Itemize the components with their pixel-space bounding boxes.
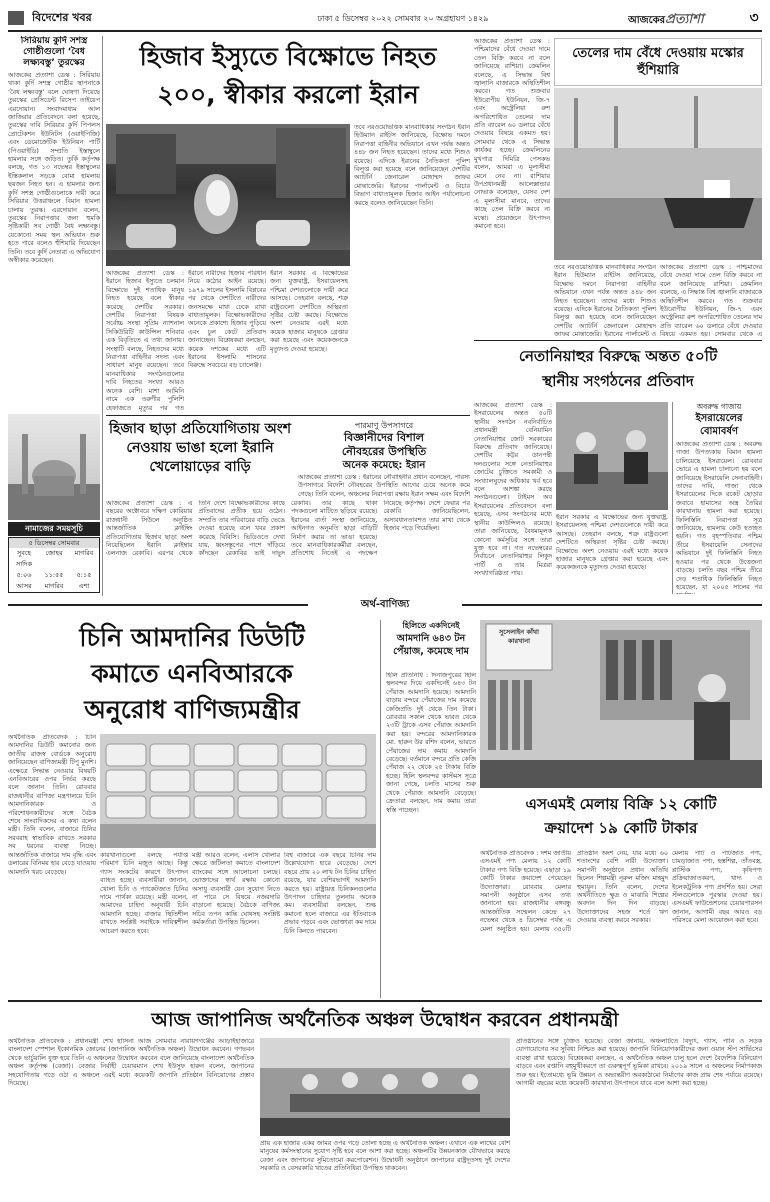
conference-scene [260,1038,510,1136]
sme-headline [480,792,762,846]
iran-body-col2: ইরানে নারীদের হিজাব পরিধান নিয়ে কঠোর আইন রয়েছে। ১৯৭৯ সালের ইসলামি বিপ্লবের পর থেকে দেশটিতে নারীদের জনসমক্ষে মাথা ঢেকে রাখা বাধ্যতামূলক। বিক্ষোভকারীদের অনেকে প্রকাশ্যে হিজাব পুড়িয়ে এবং চুল কেটে প্রতিবাদ জানাচ্ছেন। বিশ্লেষকরা বলছেন, কয়েক দশকের মধ্যে এটি ইরানের ইসলামি শাসনের বিরুদ্ধে সবচেয়ে বড় চ্যালেঞ্জ। [188,270,266,370]
iran-divider [106,415,470,416]
prayer-cell: ১১:৫৫ [44,571,64,579]
iran-protest-photo [106,124,350,266]
sme-headline-line2: ক্রয়াদেশ ১৯ কোটি টাকার [544,819,698,837]
sme-fair-photo [480,620,762,788]
parmanu-headline-1: বিজ্ঞানীদের বিশাল [344,431,424,444]
prayer-cell [9,592,39,593]
sugar-body-col3: মন্ত্রী আরও বলেন, এলসি খোলার ক্ষেত্রে জটিলতা কমাতে বাংলাদেশ ব্যাংকের সঙ্গে আলোচনা চলছে। ভোক্তাদের স্বার্থ রক্ষায় কোনো অসাধু ব্যবসায়ী যেন সুযোগ নিতে না পারে সে বিষয়ে নজরদারি বাড়ানো হয়েছে। বৈঠকে বাণিজ্য সচিব তপন কান্তি ঘোষসহ সংশ্লিষ্ট কর্মকর্তারা উপস্থিত ছিলেন। [192,852,280,927]
iran-body-col1: আজকের প্রত্যাশা ডেস্ক : ইরানে হিজাব ইস্যুতে চলমান বিক্ষোভে দুই শতাধিক মানুষ নিহত হয়েছে বলে স্বীকার করেছে দেশটির সরকার। দেশটির নিরাপত্তা বিষয়ক সর্বোচ্চ সংস্থা সুপ্রিম ন্যাশনাল সিকিউরিটি কাউন্সিল শনিবার এক বিবৃতিতে এ তথ্য জানায়। সংস্থাটি বলছে, নিহতদের মধ্যে নিরাপত্তা বাহিনীর সদস্য এবং সাধারণ মানুষ রয়েছেন। তবে মানবাধিকার সংগঠনগুলোর দাবি নিহতের সংখ্যা আরও অনেক বেশি। মাশা আমিনি নামে এক তরুণীর পুলিশি হেফাজতে মৃত্যুর পর গত [106,270,184,412]
brand-logo [628,8,740,28]
sugar-body-col1: অর্থনৈতিক প্রতিবেদক : চিনি আমদানির ডিউটি কমানোর জন্য জাতীয় রাজস্ব বোর্ডকে অনুরোধ জানিয়েছেন বাণিজ্যমন্ত্রী টিপু মুনশি। এক্ষেত্রে সিদ্ধান্ত নেওয়ার বিষয়টি এনবিআরের ওপর নির্ভর করছে বলে জানান তিনি। রোববার রাজধানীর বাণিজ্য মন্ত্রণালয়ে চিনি আমদানিকারক ও পরিশোধনকারীদের সঙ্গে বৈঠক শেষে সাংবাদিকদের এ কথা বলেন মন্ত্রী। তিনি বলেন, বাজারে চিনির সরবরাহ স্বাভাবিক রাখতে সরকার সব ধরনের ব্যবস্থা নিচ্ছে। আন্তর্জাতিক বাজারে দাম বৃদ্ধি এবং ডলারের বিনিময় হার বেড়ে যাওয়ায় আমদানি খরচ বেড়েছে। [8,734,96,876]
syria-headline: সিরিয়ায় কুর্দি সশস্ত্র গোষ্ঠীগুলো ‘বৈধ লক্ষ্যবস্তু’ তুরস্কের [20,36,88,68]
mosque-photo [8,414,100,520]
netanyahu-body-col1: আজকের প্রত্যাশা ডেস্ক : ইসরায়েলের অন্তত ৫০টি স্থানীয় সংগঠন নবনির্বাচিত প্রধানমন্ত্রী বেনিয়ামিন নেতানিয়াহুর জোট সরকারের বিরুদ্ধে প্রতিবাদ জানিয়েছে। দেশটির কট্টর ডানপন্থী দলগুলোর সঙ্গে নেতানিয়াহুর জোটের চুক্তিতে সমকামী ও সংখ্যালঘুদের অধিকার খর্ব হবে বলে আশঙ্কা করছে সংগঠনগুলো। টাইমস অব ইসরায়েলের প্রতিবেদনে বলা হয়েছে, এসব সংগঠনের মধ্যে স্থানীয় কাউন্সিলও রয়েছে। তারা জানিয়েছে, বৈষম্যমূলক কোনো কর্মসূচির সঙ্গে তারা যুক্ত হবে না। গত নভেম্বরের নির্বাচনে নেতানিয়াহুর লিকুদ পার্টি ও তার মিত্ররা সংখ্যাগরিষ্ঠতা পায়। [474,402,552,578]
netanyahu-headline-line1: নেতানিয়াহুর বিরুদ্ধে অন্তত ৫০টি [518,347,718,365]
prayer-cell: আসর [16,582,32,590]
syria-body: আজকের প্রত্যাশা ডেস্ক : সিরিয়ায় থাকা কুর্দি সশস্ত্র গোষ্ঠীর স্থাপনাকে ‘বৈধ লক্ষ্যবস্তু’ বলে ঘোষণা দিয়েছে তুরস্কের প্রেসিডেন্ট রিসেপ তাইয়েপ এরদোয়ান। সংবাদমাধ্যম আল জাজিরার প্রতিবেদনে বলা হয়েছে, তুরস্কের দাবি সিরিয়ার কুর্দি পিপলস প্রোটেকশন ইউনিটস (ওয়াইপিজি) এবং ডেমোক্রেটিক ইউনিয়ন পার্টি (পিওয়াইডি) সম্প্রতি ইস্তাম্বুলে হামলার সঙ্গে জড়িত। তুর্কি কর্তৃপক্ষ বলছে, গত ১৩ নভেম্বর ইস্তাম্বুলের ইস্তিকলাল সড়কে বোমা হামলায় ছয়জন নিহত হন। এ হামলার জন্য কুর্দি সশস্ত্র গোষ্ঠীগুলোকে দায়ী করে সিরিয়ার উত্তরাঞ্চলে বিমান হামলা চালায় তুরস্ক। এরদোয়ান বলেন, তুরস্কের নিরাপত্তার জন্য হুমকি সৃষ্টিকারী সব গোষ্ঠী বৈধ লক্ষ্যবস্তু। যেকোনো সময় স্থল অভিযান শুরু হতে পারে বলেও হুঁশিয়ারি দিয়েছেন তিনি। তবে কুর্দি নেতারা এ অভিযোগ অস্বীকার করেছেন। [8,72,100,264]
prayer-cell: মাগরিব [74,549,94,557]
gaza-body: আজকের প্রত্যাশা ডেস্ক : অবরুদ্ধ গাজা উপত্যকায় বিমান হামলা চালিয়েছে ইসরায়েল। রোববার ভোরে এ হামলা চালানো হয় বলে জানিয়েছে ইসরায়েলি সেনাবাহিনী। তাদের দাবি, গাজা থেকে ইসরায়েলের দিকে রকেট ছোড়ার জবাবে হামাসের অস্ত্র তৈরির কারখানায় হামলা করা হয়েছে। ফিলিস্তিনি নিরাপত্তা সূত্র জানিয়েছে, হামলায় কেউ হতাহত হয়নি। গত বৃহস্পতিবার পশ্চিম তীরে ইসরায়েলি সেনাদের অভিযানে দুই ফিলিস্তিনি নিহত হওয়ার পর থেকে উত্তেজনা বাড়ছে। চলতি বছর পশ্চিম তীরে দেড় শতাধিক ফিলিস্তিনি নিহত হয়েছেন, যা ২০০৫ সালের পর [676,441,762,591]
prayer-cell: ৫:১৫ [76,571,92,579]
gaza-kicker: অবরুদ্ধ গাজায় [696,402,742,411]
parmanu-headline-2: নৌবহরের উপস্থিতি [341,445,427,458]
sugar-headline [8,620,376,730]
mosque-illustration [8,414,100,520]
prayer-cell: এশা [78,582,90,590]
header-rule [8,30,762,32]
japan-body-col2: প্রায় এক হাজার একর জমির ওপর গড়ে তোলা হচ্ছে এ অর্থনৈতিক অঞ্চল। এখানে এক লাখের বেশি মানুষের কর্মসংস্থানের সুযোগ সৃষ্টি হবে বলে আশা করা হচ্ছে। অঞ্চলটির উন্নয়নকাজ যৌথভাবে করছে বেজা এবং জাপানের সুমিতোমো করপোরেশন। উদ্বোধনী অনুষ্ঠানে জাপানের রাষ্ট্রদূতসহ দুই দেশের সরকারি ও বেসরকারি খাতের প্রতিনিধিরা উপস্থিত থাকবেন। [260,1140,510,1173]
parmanu-kicker: পারমাণু উপসাগরে [354,421,414,430]
oil-headline: তেলের দাম বেঁধে দেওয়ায় মস্কোর হুঁশিয়ারি [554,38,762,86]
gaza-headline: ইসরায়েলের বোমাবর্ষণ [695,413,743,437]
section-name: বিদেশের খবর [32,11,92,24]
netanyahu-headline-line2: স্থানীয় সংগঠনের প্রতিবাদ [542,372,694,390]
sugar-body-col4: বিশ্ব বাজারে এক বছরে চিনির দাম উল্লেখযোগ্য হারে বেড়েছে। দেশে বছরে প্রায় ২০ লাখ টন চিনির চাহিদা রয়েছে, যার বেশিরভাগই আমদানি করতে হয়। রাষ্ট্রায়ত্ত চিনিকলগুলোর উৎপাদন চাহিদার তুলনায় অনেক কম। ব্যবসায়ীরা বলছেন, শুল্ক কমানো হলে বাজারে এর ইতিবাচক প্রভাব পড়বে এবং ভোক্তারা কম দামে চিনি কিনতে পারবেন। [284,852,376,935]
oil-body-col3: আজকের প্রত্যাশা ডেস্ক : পশ্চিমাদের বেঁধে দেওয়া দামে তেল বিক্রি করবে না বলে জানিয়েছে রাশিয়া। ক্রেমলিন বলেছে, এ সিদ্ধান্ত বিশ্ব জ্বালানি বাজারকে অস্থিতিশীল করবে। গত শুক্রবার ইউরোপীয় ইউনিয়ন, জি-৭ এবং অস্ট্রেলিয়া রুশ অপরিশোধিত তেলের দাম প্রতি ব্যারেল ৬০ ডলারে বেঁধে দেওয়ার বিষয়ে একমত হয়। সোমবার থেকে এ [660,264,762,338]
sugar-headline-line3: অনুরোধ বাণিজ্যমন্ত্রীর [84,695,300,724]
column-divider [102,36,103,596]
sme-body-col1: অর্থনৈতিক প্রতিবেদক : দশম জাতীয় এসএমই পণ্য মেলায় ১২ কোটি টাকার পণ্য বিক্রি হয়েছে। এছাড়া ১৯ কোটি টাকার ক্রয়াদেশ পেয়েছেন উদ্যোক্তারা। রোববার মেলার সমাপনী অনুষ্ঠানে এসব তথ্য জানানো হয়। রাজধানীর বঙ্গবন্ধু আন্তর্জাতিক সম্মেলন কেন্দ্রে ২৭ নভেম্বর থেকে ৪ ডিসেম্বর পর্যন্ত এ মেলা অনুষ্ঠিত হয়। মেলায় ৩৫০টি প্রতিষ্ঠান অংশ নেয়, যার মধ্যে ৬০ শতাংশের বেশি নারী উদ্যোক্তা। সমাপনী অনুষ্ঠানে প্রধান অতিথি ছিলেন শিল্পমন্ত্রী নূরুল মজিদ মাহমুদ হুমায়ূন। তিনি বলেন, দেশের অর্থনীতিতে ক্ষুদ্র ও মাঝারি শিল্পের অবদান দিন দিন বাড়ছে। উদ্যোক্তাদের সহজ শর্তে ঋণ দেওয়ার ব্যবস্থা করবে সরকার। [480,850,668,933]
page-header [8,8,762,28]
hili-body: হিলি প্রতিনিধি : দিনাজপুরের হিলি স্থলবন্দর দিয়ে একদিনেই ৬৪৩ টন পেঁয়াজ আমদানি হয়েছে। আমদানি বাড়ায় বন্দরে পেঁয়াজের দাম কমেছে কেজিপ্রতি দুই থেকে তিন টাকা। রোববার সকাল থেকে ভারত থেকে ২৩টি ট্রাকে এসব পেঁয়াজ আমদানি করা হয়। বন্দরের আমদানিকারক মো. হারুন উর রশিদ বলেন, ভারতে পেঁয়াজের দাম কমায় আমদানি বেড়েছে। বর্তমানে বন্দরে প্রতি কেজি পেঁয়াজ ২২ থেকে ২৫ টাকায় বিক্রি হচ্ছে। হিলি স্থলবন্দর কাস্টমস সূত্রে জানা গেছে, চলতি মাসের শুরু থেকে পেঁয়াজ আমদানি বেড়েছে। ক্রেতারা বলছেন, দাম কমায় তারা স্বস্তি পাচ্ছেন। [386,672,476,814]
netanyahu-photo [556,402,668,510]
gaza-box [676,402,762,594]
japan-headline: আজ জাপানিজ অর্থনৈতিক অঞ্চল উদ্বোধন করবেন প্রধানমন্ত্রী [151,1009,619,1031]
section-label: অর্থ-বাণিজ্য [360,599,410,610]
syria-story [8,36,100,412]
brand-logo-b: প্রত্যাশা [665,12,704,27]
iran-body-col4: তবে নরওয়েভিত্তিক মানবাধিকার সংগঠন ইরান হিউম্যান রাইটস জানিয়েছে, বিক্ষোভ দমনে নিরাপত্তা বাহিনীর অভিযানে এখন পর্যন্ত অন্তত ৪৪৮ জন নিহত হয়েছেন। তাদের মধ্যে শিশুও রয়েছে। এদিকে ইরানের নৈতিকতা পুলিশ বিলুপ্ত করা হয়েছে বলে জানিয়েছেন দেশটির অ্যাটর্নি জেনারেল মোহাম্মদ জাফর মোন্তাজেরি। ইরানের পার্লামেন্ট ও বিচার বিভাগ বাধ্যতামূলক হিজাব আইন পর্যালোচনা করছে বলেও জানিয়েছেন তিনি। [354,124,470,207]
header-page-marker [8,11,24,25]
hili-headline-line2: পেঁয়াজ, কমেছে দাম [393,646,469,657]
prayer-cell: মাগরিব [44,582,64,590]
tanker-scene [554,88,762,260]
dateline: ঢাকা ৫ ডিসেম্বর ২০২২ সোমবার ২০ অগ্রহায়ণ ১৪২৯ [317,14,489,23]
iran-headline-line2: ২০০, স্বীকার করলো ইরান [157,80,419,109]
oil-tanker-photo [554,88,762,260]
netanyahu-body-col2: ইরান সরকার এ বিক্ষোভের জন্য যুক্তরাষ্ট্র, ইসরায়েলসহ পশ্চিমা দেশগুলোকে দায়ী করে আসছে। তেহরান বলছে, শত্রু রাষ্ট্রগুলো দেশটিতে অস্থিরতা সৃষ্টির চেষ্টা করছে। বিক্ষোভে অংশ নেওয়ায় এরই মধ্যে কয়েক হাজার মানুষকে গ্রেপ্তার করা হয়েছে এবং কয়েকজনকে মৃত্যুদণ্ড দেওয়া হয়েছে। [556,514,668,572]
gaza-divider [672,402,673,594]
sugar-sacks-photo [100,734,376,848]
sme-headline-line1: এসএমই মেলায় বিক্রি ১২ কোটি [525,795,717,813]
prayer-cell [39,592,69,593]
sme-stall-sign: সুসেলাইন কাঁথা কারখানা [499,628,539,645]
hijab-sport-headline: হিজাব ছাড়া প্রতিযোগিতায় অংশ নেওয়ায় ভাঙা হলো ইরানি খেলোয়াড়ের বাড়ি [108,421,292,475]
section-rule-left [8,604,308,606]
oil-body-col1: আজকের প্রত্যাশা ডেস্ক : পশ্চিমাদের বেঁধে দেওয়া দামে তেল বিক্রি করবে না বলে জানিয়েছে রাশিয়া। ক্রেমলিন বলেছে, এ সিদ্ধান্ত বিশ্ব জ্বালানি বাজারকে অস্থিতিশীল করবে। গত শুক্রবার ইউরোপীয় ইউনিয়ন, জি-৭ এবং অস্ট্রেলিয়া রুশ অপরিশোধিত তেলের দাম প্রতি ব্যারেল ৬০ ডলারে বেঁধে দেওয়ার বিষয়ে একমত হয়। সোমবার থেকে এ সিদ্ধান্ত কার্যকর হচ্ছে। ক্রেমলিনের মুখপাত্র দিমিত্রি পেসকভ বলেন, আমরা এ মূল্যসীমা মেনে নেব না। রাশিয়ার উপপ্রধানমন্ত্রী আলেক্সান্ডার নোভাক বলেছেন, যেসব দেশ এ মূল্যসীমা মানবে, তাদের কাছে তেল বিক্রি করবে না মস্কো। প্রয়োজনে উৎপাদন কমানো হবে। [474,38,550,230]
sugar-headline-line2: কমাতে এনবিআরকে [91,659,293,688]
japan-body-col3: প্রতিষ্ঠানের সঙ্গে চুক্তিও হয়েছে। বেজা জানায়, অঞ্চলটিতে বিদ্যুৎ, গ্যাস, পানি ও সড়ক যোগাযোগের সব সুবিধা নিশ্চিত করা হয়েছে। জাপানি বিনিয়োগকারীদের জন্য ওয়ান স্টপ সার্ভিসের ব্যবস্থা রাখা হয়েছে। বিশ্লেষকরা বলছেন, এ অর্থনৈতিক অঞ্চল চালু হলে দেশে বৈদেশিক বিনিয়োগ বাড়বে এবং রপ্তানি বহুমুখীকরণে তা গুরুত্বপূর্ণ ভূমিকা রাখবে। ২০১৯ সালে এ অঞ্চলের নির্মাণকাজ শুরু হয়। ইতোমধ্যে ভূমি উন্নয়ন ও অভ্যন্তরীণ অবকাঠামো নির্মাণের কাজ প্রায় শেষ পর্যায়ে রয়েছে। আগামী বছরের মধ্যে কয়েকটি কারখানা উৎপাদনে যাবে বলে আশা করা হচ্ছে। [516,1038,762,1088]
parmanu-headline-3: অনেক কমেছে: ইরান [342,460,426,471]
netanyahu-divider [474,340,762,341]
iran-headline-line1: হিজাব ইস্যুতে বিক্ষোভে নিহত [139,42,437,71]
sugar-body-col2: কারখানাগুলো বলছে পর্যাপ্ত পরিমাণ চিনি মজুত আছে। কিন্তু গ্যাস সংকটের কারণে উৎপাদন ব্যাহত হচ্ছে। ব্যবসায়ীরা জানান, খোলা চিনি ও প্যাকেটজাত চিনির দামে পার্থক্য রয়েছে। মন্ত্রী বলেন, আমাদের চাহিদা অনুযায়ী চিনি আমদানি হচ্ছে। বাজার স্থিতিশীল রাখতে সংশ্লিষ্ট সবাইকে দায়িত্বশীল আচরণ করতে হবে। [100,852,188,935]
oil-body-col2: তবে নরওয়েভিত্তিক মানবাধিকার সংগঠন ইরান হিউম্যান রাইটস জানিয়েছে, বিক্ষোভ দমনে নিরাপত্তা বাহিনীর অভিযানে এখন পর্যন্ত অন্তত ৪৪৮ জন নিহত হয়েছেন। তাদের মধ্যে শিশুও রয়েছে। এদিকে ইরানের নৈতিকতা পুলিশ বিলুপ্ত করা হয়েছে বলে জানিয়েছেন দেশটির অ্যাটর্নি জেনারেল মোহাম্মদ জাফর মোন্তাজেরি। ইরানের পার্লামেন্ট ও [554,264,656,338]
meeting-scene [556,402,668,510]
prayer-cell [69,592,99,593]
prayer-cell: সুবহে সাদিক [15,549,32,568]
hili-headline-line1: আমদানি ৬৪৩ টন [396,633,466,644]
sme-body-col2: মেলায় পাট ও পাটজাত পণ্য, চামড়াজাত পণ্য, হস্তশিল্প, তাঁতবস্ত্র, প্লাস্টিক পণ্য, কৃষিপণ্য প্রক্রিয়াজাতকরণ, খাদ্য ও ইলেকট্রনিক পণ্য প্রদর্শিত হয়। সেরা স্টলগুলোকে পুরস্কার দেওয়া হয়। এসএমই ফাউন্ডেশনের চেয়ারপারসন জানান, আগামী বছর আরও বড় পরিসরে মেলা আয়োজন করা হবে। [672,850,762,925]
hili-headline [386,620,476,670]
page-number: ৩ [749,10,759,26]
japan-top-rule [8,1000,762,1002]
sugar-headline-line1: চিনি আমদানির ডিউটি [79,623,305,652]
japan-meeting-photo [260,1038,510,1136]
prayer-date: ৫ ডিসেম্বর সোমবার [9,538,99,548]
sacks-scene [100,734,376,848]
brand-logo-a: আজকের [628,15,666,26]
japan-body-col1: অর্থনৈতিক প্রতিবেদক : প্রধানমন্ত্রী শেখ হাসিনা আজ সোমবার নারায়ণগঞ্জের আড়াইহাজারে বাংলাদেশ স্পেশাল ইকোনমিক জোনের (জাপানিজ অর্থনৈতিক অঞ্চল) উদ্বোধন করবেন। গণভবন থেকে ভার্চুয়ালি যুক্ত হয়ে তিনি এ অঞ্চলের উদ্বোধন করবেন বলে জানিয়েছে বাংলাদেশ অর্থনৈতিক অঞ্চল কর্তৃপক্ষ (বেজা)। বেজার নির্বাহী চেয়ারম্যান শেখ ইউসুফ হারুন বলেন, জাপানের সহযোগিতায় গড়ে ওঠা এ অঞ্চলে এরই মধ্যে কয়েকটি জাপানি প্রতিষ্ঠান বিনিয়োগের প্রস্তাব দিয়েছে। [8,1038,254,1088]
prayer-cell: ৫:০৬ [16,571,32,579]
prayer-times-table [8,537,100,593]
hijab-sport-body: আজকের প্রত্যাশা ডেস্ক : এ বছরের অক্টোবরে দক্ষিণ কোরিয়ার রাজধানী সিউলে অনুষ্ঠিত আন্তর্জাতিক ক্লাইম্বিং প্রতিযোগিতায় হিজাব ছাড়া অংশ নিয়েছিলেন ইরানি ক্লাইম্বার এলনাজ রেকাবি। এরপর থেকে তিনি দেশে বিক্ষোভকারীদের কাছে প্রতিবাদের প্রতীক হয়ে ওঠেন। সম্প্রতি তার পরিবারের বাড়ি ভেঙে দেওয়া হয়েছে বলে খবর প্রকাশ করেছে বিবিসি। ভিডিওতে দেখা যায়, ধ্বংসস্তূপের পাশে দাঁড়িয়ে কাঁদছেন রেকাবির ভাই দাভুদ রেকাবি। তার কাছে থাকা পদকগুলো মাটিতে ছড়িয়ে রয়েছে। ইরানের বার্তা সংস্থা জানিয়েছে, আইনগত অনুমতি ছাড়া বাড়িটি নির্মাণ করায় তা ভাঙা হয়েছে। তবে মানবাধিকারকর্মীরা বলছেন, প্রতিশোধ নিতেই এ পদক্ষেপ নিয়েছে কর্তৃপক্ষ। দেশে ফেরার পর রেকাবি জানিয়েছিলেন, অসাবধানতাবশত তার মাথা থেকে হিজাব পড়ে গিয়েছিল। [106,500,470,558]
column-divider [380,620,381,998]
netanyahu-headline [474,344,762,398]
parmanu-box [298,420,470,498]
iran-body-col3: ইরান সরকার এ বিক্ষোভের জন্য যুক্তরাষ্ট্র, ইসরায়েলসহ পশ্চিমা দেশগুলোকে দায়ী করে আসছে। তেহরান বলছে, শত্রু রাষ্ট্রগুলো দেশটিতে অস্থিরতা সৃষ্টির চেষ্টা করছে। বিক্ষোভে অংশ নেওয়ায় এরই মধ্যে কয়েক হাজার মানুষকে গ্রেপ্তার করা হয়েছে এবং কয়েকজনকে মৃত্যুদণ্ড দেওয়া হয়েছে। [270,270,348,353]
section-rule-right [462,604,762,606]
parmanu-body: আজকের প্রত্যাশা ডেস্ক : ইরানের নৌবাহিনীর প্রধান বলেছেন, পারস্য উপসাগরে বিদেশি নৌবহরের উপস্থিতি আগের চেয়ে অনেক কমে গেছে। তিনি বলেন, অঞ্চলের নিরাপত্তা রক্ষায় ইরান সক্ষম এবং বিদেশি [298,474,470,498]
prayer-times-title: নামাজের সময়সূচি [8,522,100,536]
iran-headline [106,38,470,120]
prayer-cell: জোহর [45,549,63,557]
hili-kicker: হিলিতে একদিনেই [402,621,460,630]
protest-scene [106,124,350,266]
